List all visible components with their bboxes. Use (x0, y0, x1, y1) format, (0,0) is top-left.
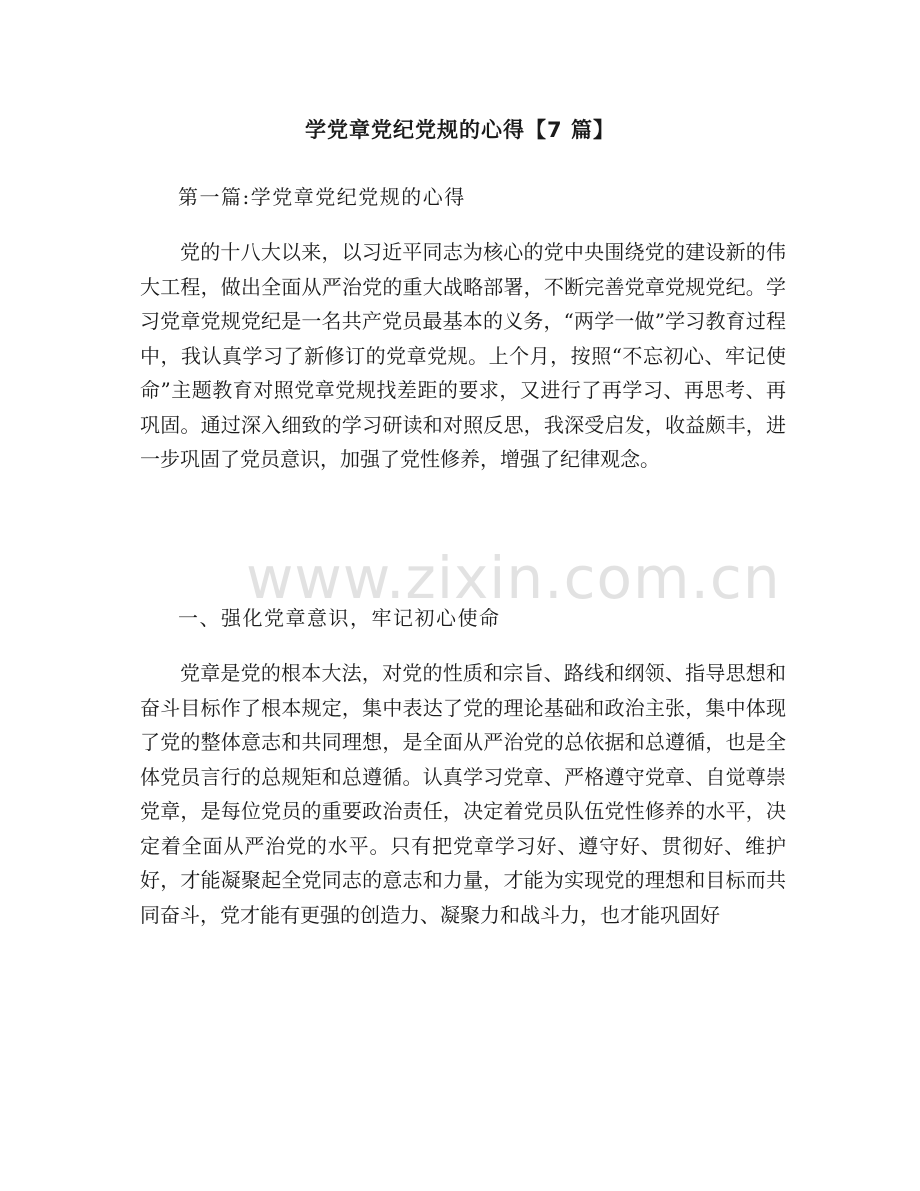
section-heading: 第一篇:学党章党纪党规的心得 (178, 185, 466, 209)
subheading: 一、强化党章意识，牢记初心使命 (178, 606, 501, 630)
document-title: 学党章党纪党规的心得【7 篇】 (305, 118, 615, 142)
watermark: www.zixin.com.cn (246, 544, 781, 612)
paragraph: 党的十八大以来，以习近平同志为核心的党中央围绕党的建设新的伟大工程，做出全面从严治党的重大战略部署，不断完善党章党规党纪。学习党章党规党纪是一名共产党员最基本的义务，“两学一做”学习教育过程中，我认真学习了新修订的党章党规。上个月，按照“不忘初心、牢记使命”主题教育对照党章党规找差距的要求，又进行了再学习、再思考、再巩固。通过深入细致的学习研读和对照反思，我深受启发，收益颇丰，进一步巩固了党员意识，加强了党性修养，增强了纪律观念。 (140, 240, 786, 471)
paragraph: 党章是党的根本大法，对党的性质和宗旨、路线和纲领、指导思想和奋斗目标作了根本规定，集中表达了党的理论基础和政治主张，集中体现了党的整体意志和共同理想，是全面从严治党的总依据和总遵循，也是全体党员言行的总规矩和总遵循。认真学习党章、严格遵守党章、自觉尊崇党章，是每位党员的重要政治责任，决定着党员队伍党性修养的水平，决定着全面从严治党的水平。只有把党章学习好、遵守好、贯彻好、维护好，才能凝聚起全党同志的意志和力量，才能为实现党的理想和目标而共同奋斗，党才能有更强的创造力、凝聚力和战斗力，也才能巩固好 (140, 661, 786, 927)
